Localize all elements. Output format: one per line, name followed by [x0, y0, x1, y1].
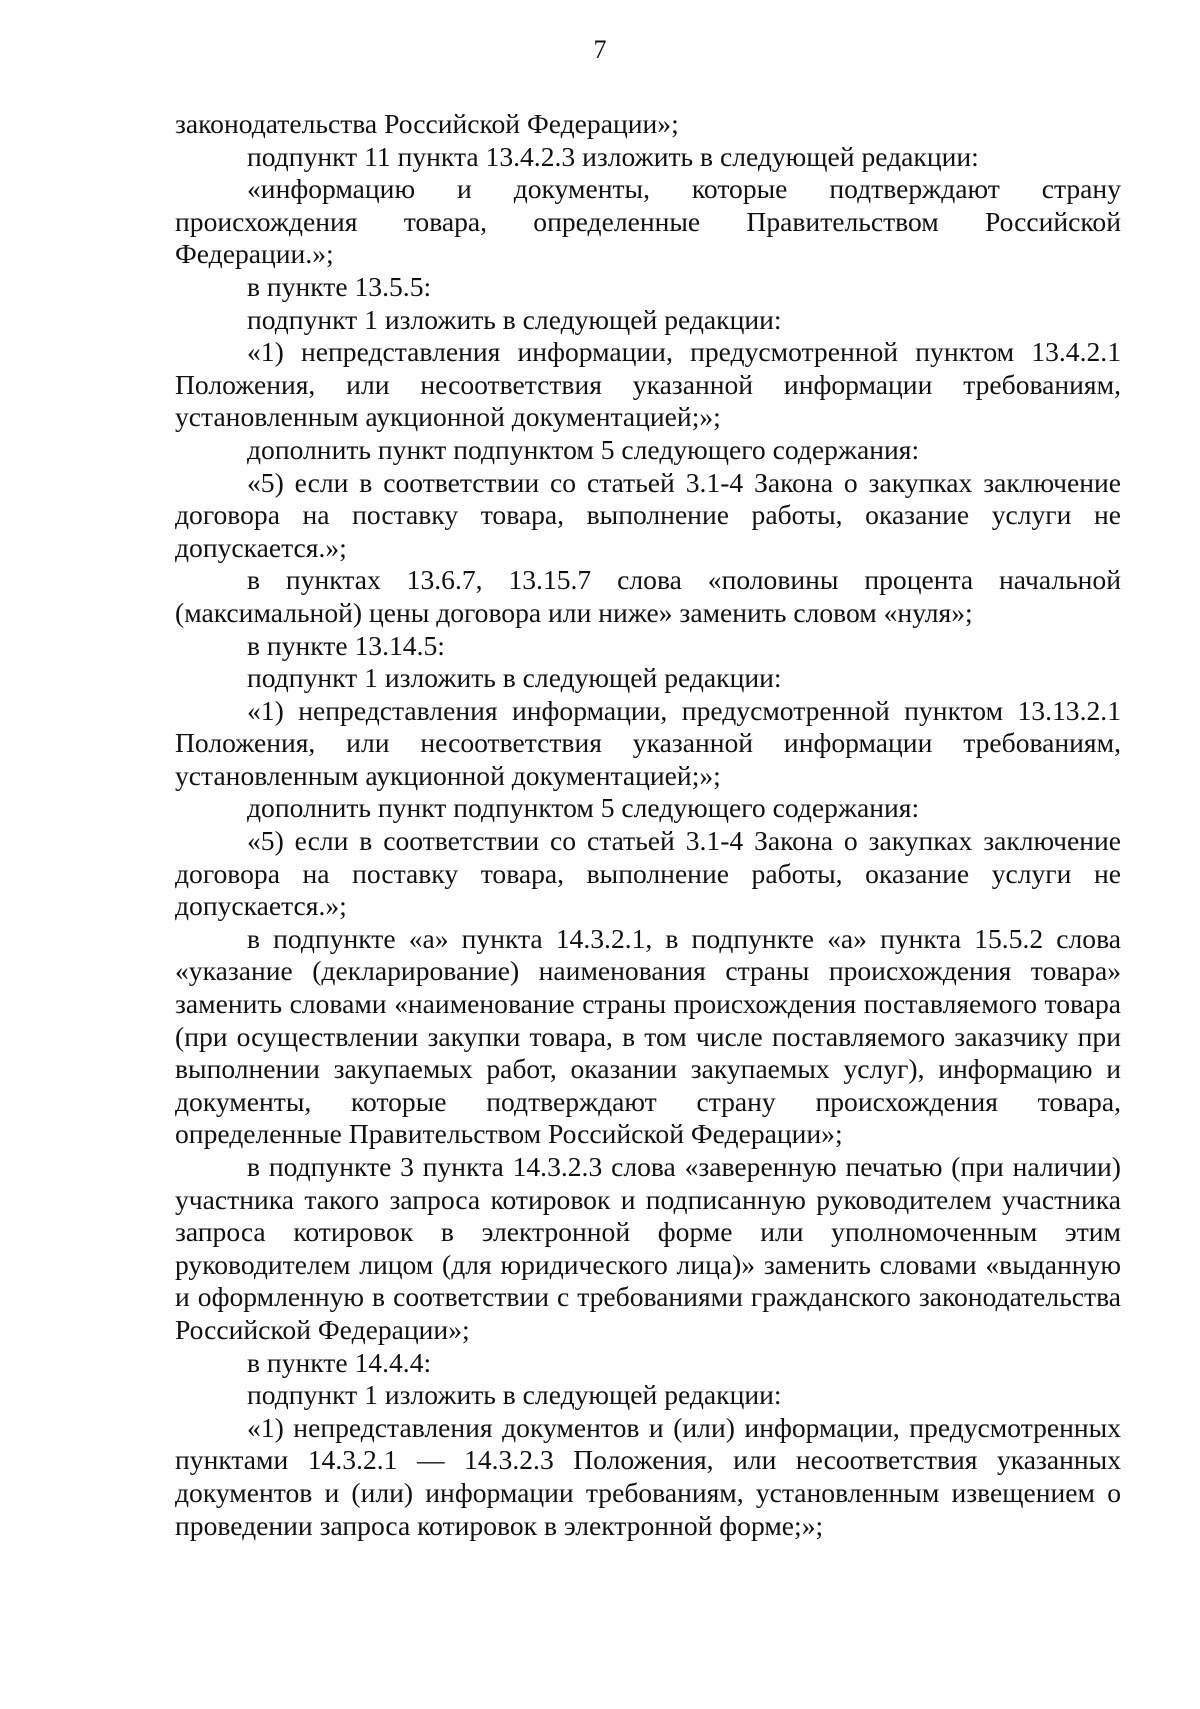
page-number: 7	[593, 35, 607, 64]
paragraph: подпункт 1 изложить в следующей редакции:	[247, 303, 782, 335]
paragraph: в пункте 13.14.5:	[247, 629, 445, 661]
paragraph: дополнить пункт подпунктом 5 следующего содержания:	[247, 433, 920, 465]
paragraph: в пунктах 13.6.7, 13.15.7 слова «половины процента начальной (максимальной) цены договора или ниже» заменить словом «нуля»;	[175, 564, 1121, 628]
paragraph: подпункт 11 пункта 13.4.2.3 изложить в следующей редакции:	[247, 140, 979, 172]
paragraph: «1) непредставления информации, предусмотренной пунктом 13.4.2.1 Положения, или несоответствия указанной информации требованиям, установленным аукционной документацией;»;	[175, 336, 1121, 433]
paragraph: в пункте 14.4.4:	[247, 1346, 432, 1378]
paragraph: в подпункте 3 пункта 14.3.2.3 слова «заверенную печатью (при наличии) участника такого запроса котировок и подписанную руководителем участника запроса котировок в электронной форме или уполномоченным этим руководителем лицом (для юридического лица)» заменить словами «выданную и оформленную в соответствии с требованиями гражданского законодательства Российской Федерации»;	[175, 1151, 1121, 1345]
paragraph: «1) непредставления документов и (или) информации, предусмотренных пунктами 14.3.2.1 — 14.3.2.3 Положения, или несоответствия указанных документов и (или) информации требованиям, установленным извещением о проведении запроса котировок в электронной форме;»;	[175, 1411, 1121, 1541]
paragraph: «5) если в соответствии со статьей 3.1-4 Закона о закупках заключение договора на поставку товара, выполнение работы, оказание услуги не допускается.»;	[175, 466, 1121, 563]
paragraph: дополнить пункт подпунктом 5 следующего содержания:	[247, 792, 920, 824]
paragraph: законодательства Российской Федерации»;	[175, 108, 679, 139]
paragraph: «информацию и документы, которые подтверждают страну происхождения товара, определенные Правительством Российской Федерации.»;	[175, 173, 1121, 270]
paragraph: подпункт 1 изложить в следующей редакции:	[247, 1379, 782, 1411]
paragraph: «5) если в соответствии со статьей 3.1-4 Закона о закупках заключение договора на поставку товара, выполнение работы, оказание услуги не допускается.»;	[175, 825, 1121, 922]
paragraph: в подпункте «а» пункта 14.3.2.1, в подпункте «а» пункта 15.5.2 слова «указание (декларирование) наименования страны происхождения товара» заменить словами «наименование страны происхождения поставляемого товара (при осуществлении закупки товара, в том числе поставляемого заказчику при выполнении закупаемых работ, оказании закупаемых услуг), информацию и документы, которые подтверждают страну происхождения товара, определенные Правительством Российской Федерации»;	[175, 922, 1121, 1150]
paragraph: в пункте 13.5.5:	[247, 270, 432, 302]
paragraph: «1) непредставления информации, предусмотренной пунктом 13.13.2.1 Положения, или несоответствия указанной информации требованиям, установленным аукционной документацией;»;	[175, 694, 1121, 791]
document-body	[175, 108, 1121, 1542]
paragraph: подпункт 1 изложить в следующей редакции:	[247, 662, 782, 694]
